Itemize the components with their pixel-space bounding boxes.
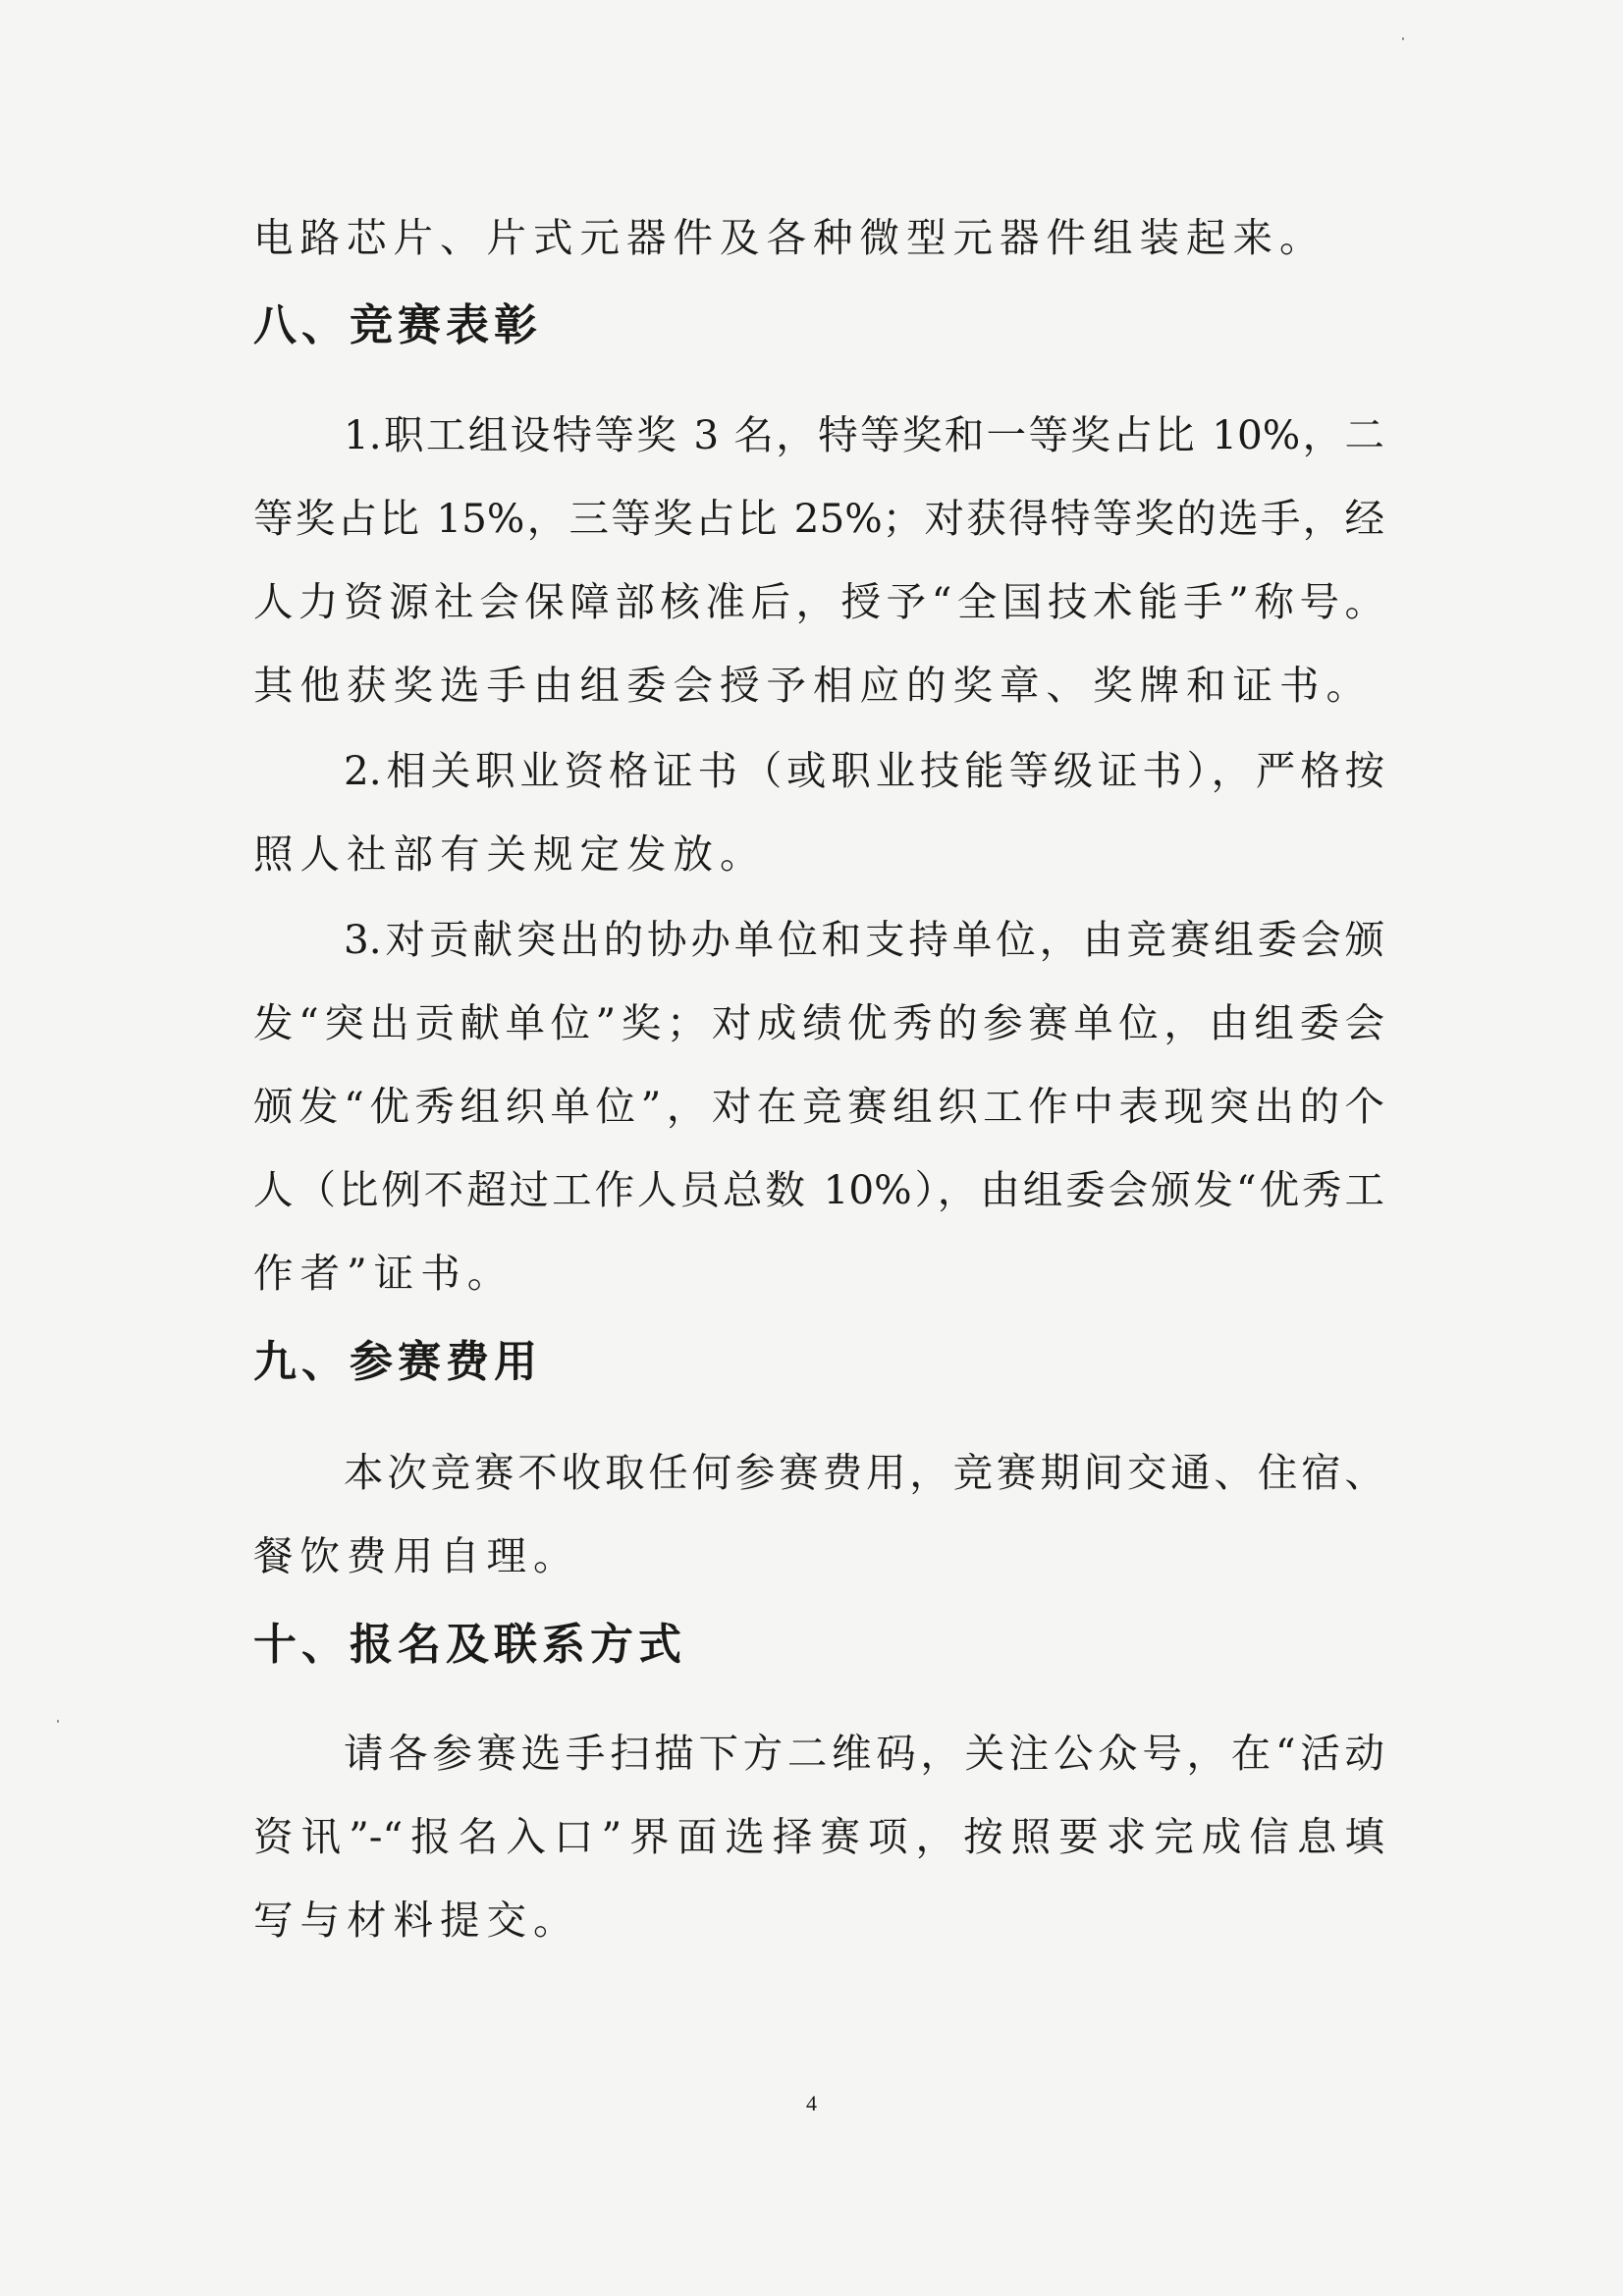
scan-speck [1402, 37, 1404, 40]
fees-line-2: 餐饮费用自理。 [253, 1532, 580, 1579]
awards-item-3-line-3: 颁发“优秀组织单位”，对在竞赛组织工作中表现突出的个 [253, 1083, 1384, 1130]
registration-line-3: 写与材料提交。 [253, 1896, 580, 1944]
registration-line-1: 请各参赛选手扫描下方二维码，关注公众号，在“活动 [344, 1730, 1384, 1777]
page-number: 4 [806, 2091, 817, 2115]
fees-line-1: 本次竞赛不收取任何参赛费用，竞赛期间交通、住宿、 [344, 1449, 1384, 1496]
scan-speck [57, 1720, 59, 1723]
section-heading-registration: 十、报名及联系方式 [253, 1620, 686, 1670]
awards-item-1-line-2: 等奖占比 15%，三等奖占比 25%；对获得特等奖的选手，经 [253, 495, 1384, 542]
awards-item-3-line-5: 作者”证书。 [253, 1250, 514, 1297]
awards-item-3-line-4: 人（比例不超过工作人员总数 10%），由组委会颁发“优秀工 [253, 1166, 1384, 1213]
awards-item-1-line-1: 1.职工组设特等奖 3 名，特等奖和一等奖占比 10%，二 [344, 411, 1384, 458]
section-heading-fees: 九、参赛费用 [253, 1337, 542, 1387]
awards-item-2-line-1: 2.相关职业资格证书（或职业技能等级证书），严格按 [344, 747, 1384, 794]
awards-item-2-line-2: 照人社部有关规定发放。 [253, 830, 767, 878]
section-heading-awards: 八、竞赛表彰 [253, 300, 542, 350]
awards-item-3-line-2: 发“突出贡献单位”奖；对成绩优秀的参赛单位，由组委会 [253, 999, 1384, 1046]
registration-line-2: 资讯”-“报名入口”界面选择赛项，按照要求完成信息填 [253, 1813, 1384, 1860]
continued-text-line: 电路芯片、片式元器件及各种微型元器件组装起来。 [253, 214, 1326, 261]
awards-item-3-line-1: 3.对贡献突出的协办单位和支持单位，由竞赛组委会颁 [344, 916, 1384, 963]
awards-item-1-line-3: 人力资源社会保障部核准后，授予“全国技术能手”称号。 [253, 578, 1384, 625]
awards-item-1-line-4: 其他获奖选手由组委会授予相应的奖章、奖牌和证书。 [253, 662, 1373, 709]
